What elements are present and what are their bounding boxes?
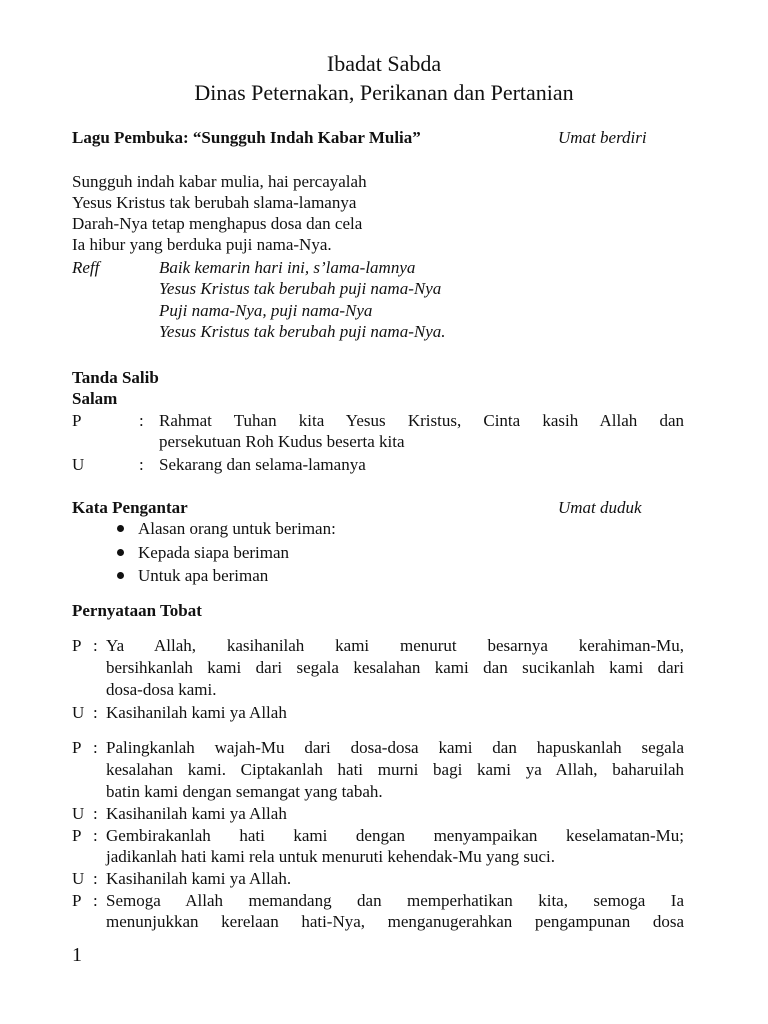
page-number: 1 — [72, 944, 82, 966]
greeting-speaker-u: U — [72, 455, 85, 474]
bullet-icon — [117, 525, 124, 532]
confession-line: batin kami dengan semangat yang tabah. — [106, 782, 383, 801]
confession-colon: : — [93, 826, 98, 845]
introduction-heading: Kata Pengantar — [72, 498, 188, 517]
bullet-item: Kepada siapa beriman — [138, 543, 290, 562]
confession-line: Kasihanilah kami ya Allah. — [106, 869, 292, 888]
confession-colon: : — [93, 738, 98, 757]
greeting-p-line: Rahmat Tuhan kita Yesus Kristus, Cinta kasih Allah dan — [159, 411, 684, 430]
confession-line: Kasihanilah kami ya Allah — [106, 804, 287, 823]
confession-line: Semoga Allah memandang dan memperhatikan kita, semoga Ia — [106, 891, 684, 910]
confession-heading: Pernyataan Tobat — [72, 601, 202, 620]
greeting-speaker-p: P — [72, 411, 82, 430]
bullet-icon — [117, 572, 124, 579]
confession-colon: : — [93, 869, 98, 888]
confession-line: bersihkanlah kami dari segala kesalahan kami dan sucikanlah kami dari — [106, 658, 684, 677]
greeting-p-line: persekutuan Roh Kudus beserta kita — [159, 432, 405, 451]
bullet-item: Untuk apa beriman — [138, 566, 269, 585]
confession-line: Gembirakanlah hati kami dengan menyampaikan keselamatan-Mu; — [106, 826, 684, 845]
confession-line: Kasihanilah kami ya Allah — [106, 703, 287, 722]
confession-speaker-u: U — [72, 703, 85, 722]
refrain-line: Yesus Kristus tak berubah puji nama-Nya. — [159, 322, 446, 341]
introduction-instruction: Umat duduk — [558, 498, 642, 517]
confession-colon: : — [93, 636, 98, 655]
confession-colon: : — [93, 891, 98, 910]
confession-speaker-p: P — [72, 636, 82, 655]
confession-line: jadikanlah hati kami rela untuk menuruti kehendak-Mu yang suci. — [106, 847, 555, 866]
opening-song-instruction: Umat berdiri — [558, 128, 647, 147]
refrain-line: Baik kemarin hari ini, s’lama-lamnya — [159, 258, 416, 277]
confession-speaker-u: U — [72, 869, 85, 888]
document-subtitle: Dinas Peternakan, Perikanan dan Pertanian — [194, 80, 574, 105]
confession-line: Palingkanlah wajah-Mu dari dosa-dosa kami dan hapuskanlah segala — [106, 738, 684, 757]
confession-speaker-p: P — [72, 826, 82, 845]
greeting-colon: : — [139, 411, 144, 430]
verse-line: Yesus Kristus tak berubah slama-lamanya — [72, 193, 357, 212]
verse-line: Sungguh indah kabar mulia, hai percayalah — [72, 172, 367, 191]
confession-colon: : — [93, 804, 98, 823]
greeting-colon: : — [139, 455, 144, 474]
confession-speaker-u: U — [72, 804, 85, 823]
confession-line: kesalahan kami. Ciptakanlah hati murni bagi kami ya Allah, baharuilah — [106, 760, 684, 779]
refrain-line: Puji nama-Nya, puji nama-Nya — [159, 301, 373, 320]
confession-speaker-p: P — [72, 891, 82, 910]
confession-speaker-p: P — [72, 738, 82, 757]
verse-line: Darah-Nya tetap menghapus dosa dan cela — [72, 214, 363, 233]
greeting-heading: Salam — [72, 389, 118, 408]
bullet-item: Alasan orang untuk beriman: — [138, 519, 336, 538]
sign-of-cross-heading: Tanda Salib — [72, 368, 159, 387]
refrain-label: Reff — [72, 258, 100, 277]
verse-line: Ia hibur yang berduka puji nama-Nya. — [72, 235, 332, 254]
refrain-line: Yesus Kristus tak berubah puji nama-Nya — [159, 279, 442, 298]
confession-line: Ya Allah, kasihanilah kami menurut besarnya kerahiman-Mu, — [106, 636, 684, 655]
greeting-u-line: Sekarang dan selama-lamanya — [159, 455, 366, 474]
confession-line: menunjukkan kerelaan hati-Nya, menganugerahkan pengampunan dosa — [106, 912, 684, 931]
document-title: Ibadat Sabda — [326, 51, 442, 76]
opening-song-heading: Lagu Pembuka: “Sungguh Indah Kabar Mulia” — [72, 128, 421, 147]
confession-colon: : — [93, 703, 98, 722]
bullet-icon — [117, 549, 124, 556]
confession-line: dosa-dosa kami. — [106, 680, 217, 699]
